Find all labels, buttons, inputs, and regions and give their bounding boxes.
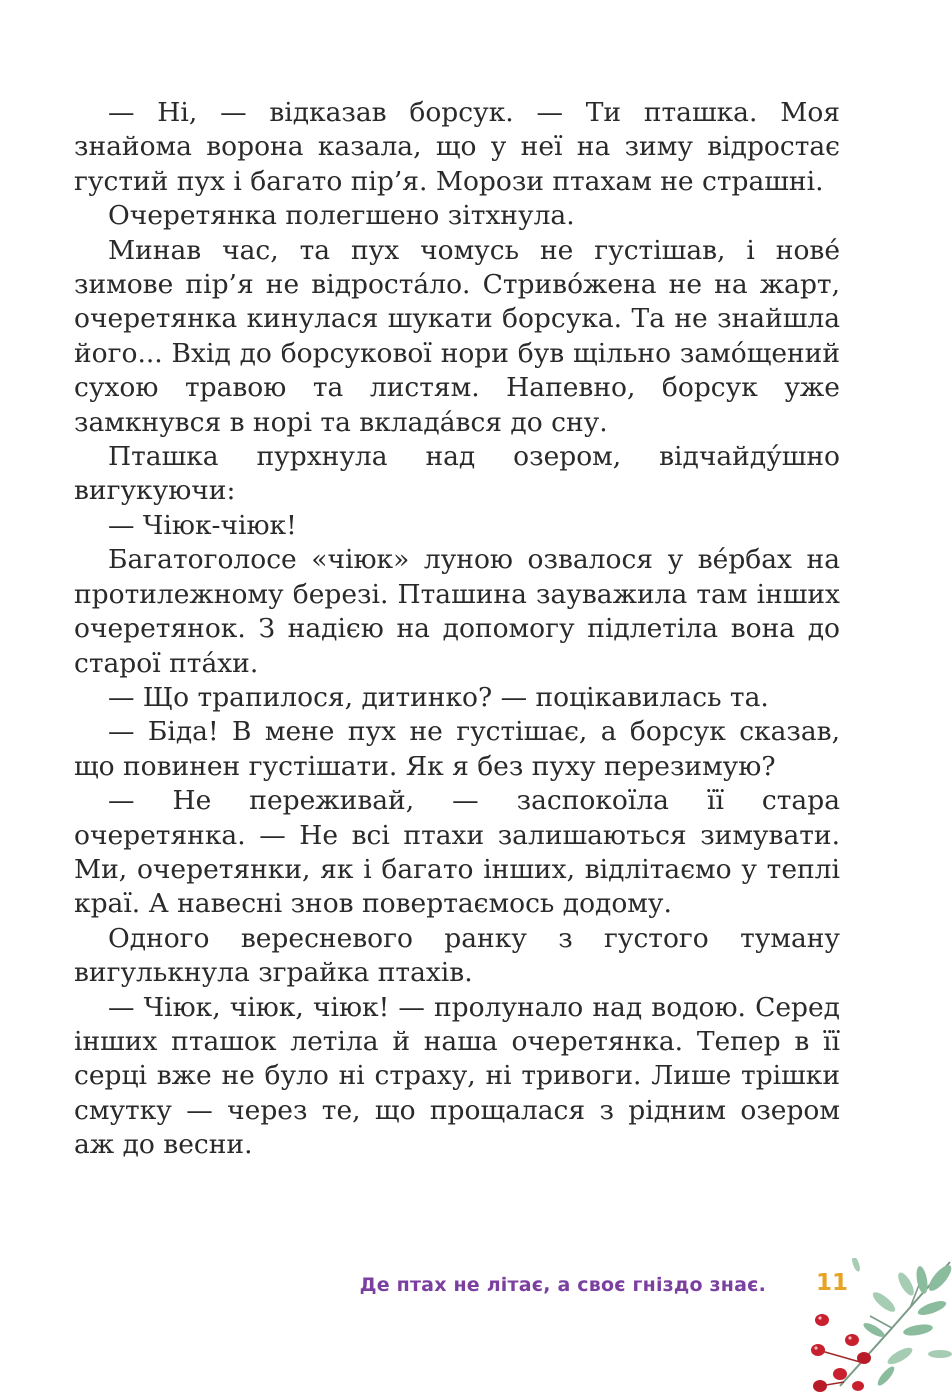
paragraph: Очеретянка полегшено зітхнула. bbox=[108, 200, 575, 232]
story-text bbox=[74, 96, 840, 1163]
paragraph: — Ні, — відказав борсук. — Ти пташка. Моя знайома ворона казала, що у неї на зиму відростає густий пух і багато пір’я. Морози птахам не страшні. bbox=[74, 97, 840, 197]
paragraph: Багатоголосе «чіюк» луною озвалося у ве́рбах на протилежному березі. Пташина зауважила там інших очеретянок. З надією на допомогу підлетіла вона до старої пта́хи. bbox=[74, 544, 840, 679]
paragraph: — Що трапилося, дитинко? — поцікавилась та. bbox=[108, 681, 769, 713]
berry-sprig-icon bbox=[800, 1258, 952, 1394]
paragraph: Одного вересневого ранку з густого туману вигулькнула зграйка птахів. bbox=[74, 922, 840, 989]
paragraph: — Біда! В мене пух не густішає, а борсук сказав, що повинен густішати. Як я без пуху перезимую? bbox=[74, 716, 840, 782]
paragraph: — Чіюк, чіюк, чіюк! — пролунало над водою. Серед інших пташок летіла й наша очеретянка. Тепер в її серці вже не було ні страху, ні тривоги. Лише трішки смутку — через те, що прощалася з рідним озером аж до весни. bbox=[74, 991, 840, 1161]
paragraph: Минав час, та пух чомусь не густішав, і нове́ зимове пір’я не відроста́ло. Стриво́жена не на жарт, очеретянка кинулася шукати борсука. Та не знайшла його... Вхід до борсукової нори був щільно замо́щений сухою травою та листям. Напевно, борсук уже замкнувся в норі та вклада́вся до сну. bbox=[74, 234, 840, 438]
page-number: 11 bbox=[816, 1270, 849, 1296]
paragraph: — Чіюк-чіюк! bbox=[108, 509, 297, 541]
paragraph: Пташка пурхнула над озером, відчайду́шно вигукуючи: bbox=[74, 441, 840, 507]
paragraph: — Не переживай, — заспокоїла її стара очеретянка. — Не всі птахи залишаються зимувати. Ми, очеретянки, як і багато інших, відлітаємо у теплі краї. А навесні знов повертаємось додому. bbox=[74, 785, 840, 920]
footer-proverb: Де птах не літає, а своє гніздо знає. bbox=[359, 1274, 766, 1296]
